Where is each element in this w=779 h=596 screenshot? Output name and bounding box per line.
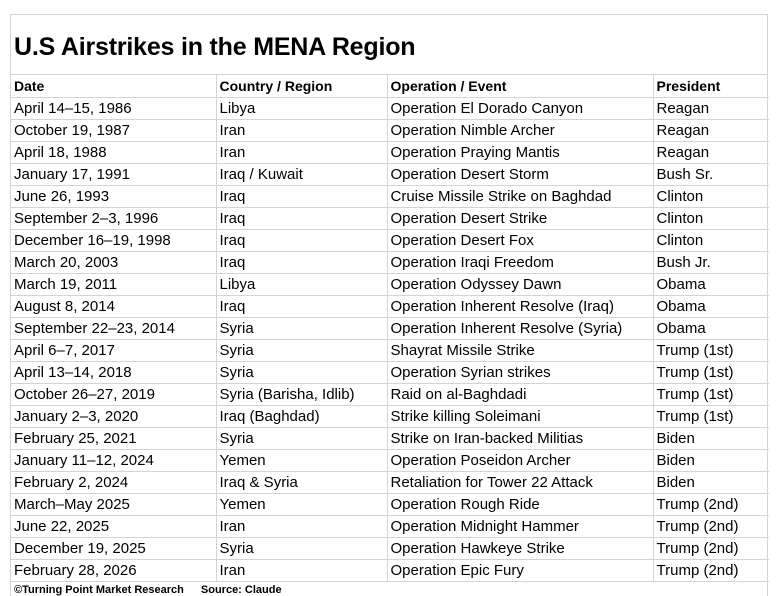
cell-operation: Strike on Iran-backed Militias [387, 427, 653, 449]
cell-date: June 26, 1993 [11, 185, 216, 207]
cell-country: Iraq [216, 295, 387, 317]
cell-president: Trump (2nd) [653, 515, 769, 537]
copyright-text: ©Turning Point Market Research [14, 584, 184, 596]
cell-country: Libya [216, 273, 387, 295]
cell-president: Reagan [653, 119, 769, 141]
cell-date: April 6–7, 2017 [11, 339, 216, 361]
cell-operation: Operation Inherent Resolve (Syria) [387, 317, 653, 339]
cell-date: October 26–27, 2019 [11, 383, 216, 405]
cell-president: Trump (2nd) [653, 537, 769, 559]
cell-date: October 19, 1987 [11, 119, 216, 141]
cell-date: August 8, 2014 [11, 295, 216, 317]
cell-country: Libya [216, 97, 387, 119]
cell-operation: Operation Nimble Archer [387, 119, 653, 141]
table-row [11, 361, 769, 383]
table-row [11, 295, 769, 317]
cell-president: Bush Sr. [653, 163, 769, 185]
airstrikes-table [11, 75, 769, 582]
cell-operation: Operation Iraqi Freedom [387, 251, 653, 273]
cell-operation: Strike killing Soleimani [387, 405, 653, 427]
cell-country: Iraq [216, 207, 387, 229]
cell-country: Syria [216, 361, 387, 383]
cell-president: Trump (1st) [653, 405, 769, 427]
table-row [11, 229, 769, 251]
cell-operation: Shayrat Missile Strike [387, 339, 653, 361]
table-row [11, 537, 769, 559]
cell-president: Obama [653, 273, 769, 295]
cell-country: Iraq [216, 229, 387, 251]
cell-president: Obama [653, 317, 769, 339]
title-row [11, 15, 767, 75]
cell-president: Biden [653, 427, 769, 449]
table-body [11, 97, 769, 581]
cell-country: Iraq (Baghdad) [216, 405, 387, 427]
cell-date: June 22, 2025 [11, 515, 216, 537]
header-country-region: Country / Region [216, 75, 387, 97]
cell-date: September 22–23, 2014 [11, 317, 216, 339]
table-row [11, 207, 769, 229]
cell-date: March 19, 2011 [11, 273, 216, 295]
cell-date: January 11–12, 2024 [11, 449, 216, 471]
table-row [11, 185, 769, 207]
cell-operation: Operation Rough Ride [387, 493, 653, 515]
cell-country: Yemen [216, 449, 387, 471]
cell-country: Iraq & Syria [216, 471, 387, 493]
table-row [11, 317, 769, 339]
table-row [11, 97, 769, 119]
cell-operation: Operation Desert Storm [387, 163, 653, 185]
cell-country: Iran [216, 559, 387, 581]
source-text: Source: Claude [200, 584, 282, 596]
cell-date: January 2–3, 2020 [11, 405, 216, 427]
table-row [11, 515, 769, 537]
cell-president: Trump (1st) [653, 339, 769, 361]
table-row [11, 119, 769, 141]
cell-president: Biden [653, 471, 769, 493]
table-row [11, 383, 769, 405]
cell-operation: Operation Desert Strike [387, 207, 653, 229]
table-row [11, 339, 769, 361]
cell-country: Yemen [216, 493, 387, 515]
cell-president: Obama [653, 295, 769, 317]
cell-president: Biden [653, 449, 769, 471]
table-row [11, 471, 769, 493]
airstrikes-table-sheet [10, 14, 768, 596]
cell-date: March 20, 2003 [11, 251, 216, 273]
cell-date: April 14–15, 1986 [11, 97, 216, 119]
cell-operation: Operation Hawkeye Strike [387, 537, 653, 559]
cell-country: Syria [216, 537, 387, 559]
footer [11, 582, 767, 596]
cell-operation: Operation Desert Fox [387, 229, 653, 251]
table-row [11, 559, 769, 581]
cell-date: December 16–19, 1998 [11, 229, 216, 251]
cell-president: Reagan [653, 141, 769, 163]
cell-country: Iran [216, 515, 387, 537]
cell-date: February 28, 2026 [11, 559, 216, 581]
cell-date: April 13–14, 2018 [11, 361, 216, 383]
cell-president: Trump (1st) [653, 361, 769, 383]
table-row [11, 427, 769, 449]
cell-operation: Operation Midnight Hammer [387, 515, 653, 537]
cell-operation: Operation Epic Fury [387, 559, 653, 581]
cell-date: February 2, 2024 [11, 471, 216, 493]
cell-operation: Raid on al-Baghdadi [387, 383, 653, 405]
table-row [11, 251, 769, 273]
cell-country: Iran [216, 119, 387, 141]
cell-date: September 2–3, 1996 [11, 207, 216, 229]
header-president: President [653, 75, 769, 97]
table-row [11, 141, 769, 163]
table-row [11, 273, 769, 295]
cell-date: March–May 2025 [11, 493, 216, 515]
cell-country: Iraq [216, 185, 387, 207]
cell-president: Trump (2nd) [653, 493, 769, 515]
cell-president: Clinton [653, 207, 769, 229]
cell-country: Syria (Barisha, Idlib) [216, 383, 387, 405]
cell-president: Clinton [653, 229, 769, 251]
header-row [11, 75, 769, 97]
cell-country: Iran [216, 141, 387, 163]
header-operation-event: Operation / Event [387, 75, 653, 97]
table-row [11, 493, 769, 515]
cell-operation: Retaliation for Tower 22 Attack [387, 471, 653, 493]
cell-president: Trump (1st) [653, 383, 769, 405]
cell-president: Reagan [653, 97, 769, 119]
cell-date: January 17, 1991 [11, 163, 216, 185]
cell-operation: Operation Odyssey Dawn [387, 273, 653, 295]
cell-operation: Operation Praying Mantis [387, 141, 653, 163]
cell-operation: Operation El Dorado Canyon [387, 97, 653, 119]
cell-country: Syria [216, 317, 387, 339]
cell-operation: Cruise Missile Strike on Baghdad [387, 185, 653, 207]
cell-country: Syria [216, 427, 387, 449]
cell-president: Trump (2nd) [653, 559, 769, 581]
cell-date: February 25, 2021 [11, 427, 216, 449]
cell-operation: Operation Poseidon Archer [387, 449, 653, 471]
cell-operation: Operation Syrian strikes [387, 361, 653, 383]
cell-president: Bush Jr. [653, 251, 769, 273]
page-title: U.S Airstrikes in the MENA Region [14, 33, 416, 61]
table-row [11, 449, 769, 471]
cell-country: Iraq [216, 251, 387, 273]
cell-president: Clinton [653, 185, 769, 207]
cell-country: Iraq / Kuwait [216, 163, 387, 185]
cell-date: April 18, 1988 [11, 141, 216, 163]
table-row [11, 163, 769, 185]
table-row [11, 405, 769, 427]
cell-operation: Operation Inherent Resolve (Iraq) [387, 295, 653, 317]
header-date: Date [11, 75, 216, 97]
cell-country: Syria [216, 339, 387, 361]
cell-date: December 19, 2025 [11, 537, 216, 559]
